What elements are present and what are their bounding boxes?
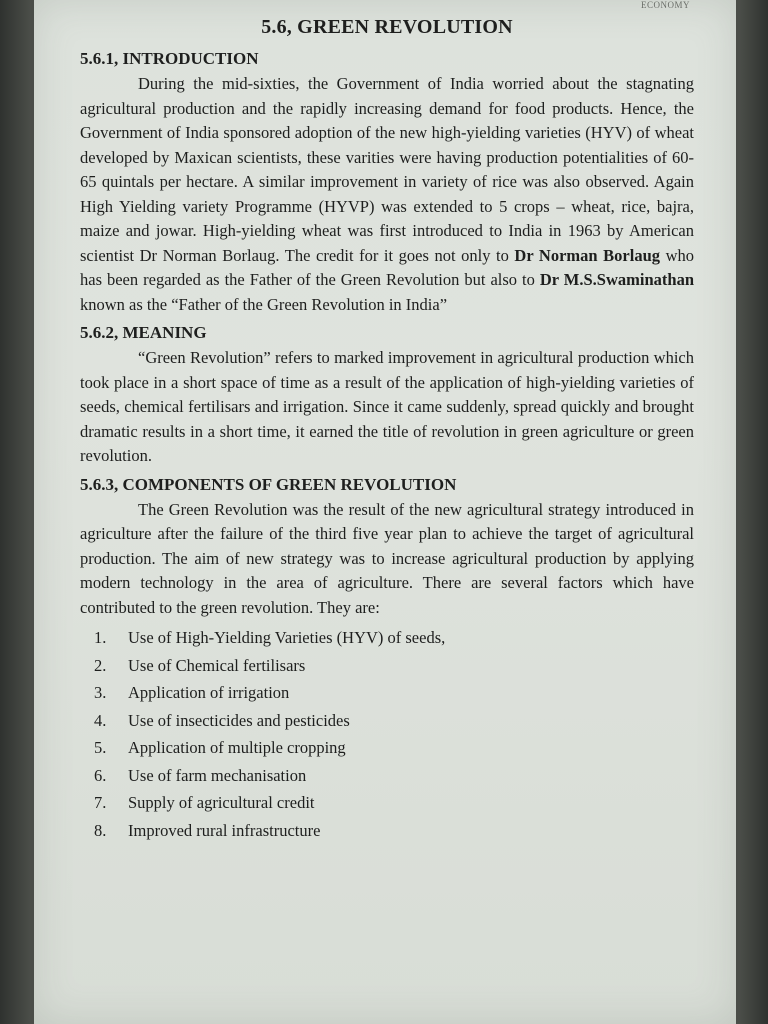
section-heading-meaning: 5.6.2, MEANING xyxy=(80,323,207,342)
list-item-text: Use of Chemical fertilisars xyxy=(128,655,306,675)
list-item xyxy=(94,707,694,735)
list-item-number: 2. xyxy=(94,655,107,675)
intro-text-3: known as the “Father of the Green Revolution in India” xyxy=(80,294,448,314)
list-item-number: 5. xyxy=(94,738,107,757)
components-paragraph: The Green Revolution was the result of the new agricultural strategy introduced in agriculture after the failure of the third five year plan to achieve the target of agricultural production. The aim of new strategy was to increase agricultural production by applying modern technology in the area of agriculture. There are several factors which have contributed to the green revolution. They are: xyxy=(80,499,694,617)
list-item-text: Use of farm mechanisation xyxy=(128,765,307,785)
list-item xyxy=(94,652,694,680)
list-item-number: 6. xyxy=(94,765,107,785)
list-item xyxy=(94,762,694,790)
list-item-text: Use of High-Yielding Varieties (HYV) of seeds, xyxy=(128,628,446,647)
running-head: ECONOMY xyxy=(640,0,690,10)
section-heading-components: 5.6.3, COMPONENTS OF GREEN REVOLUTION xyxy=(80,474,457,494)
list-item xyxy=(94,817,694,845)
section-heading-introduction: 5.6.1, INTRODUCTION xyxy=(80,49,259,68)
book-page xyxy=(34,0,736,1024)
list-item-text: Application of irrigation xyxy=(128,683,290,702)
intro-text-1: During the mid-sixties, the Government of India worried about the stagnating agricultural production and the rapidly increasing demand for food products. Hence, the Government of India sponsored adoption of the new high-yielding varieties (HYV) of wheat developed by Maxican scientists, these varities were having production potentialities of 60-65 quintals per hectare. A similar improvement in variety of rice was also observed. Again High Yielding variety Programme (HYVP) was extended to 5 crops – wheat, rice, bajra, maize and jowar. High-yielding wheat was first introduced to India in 1963 by American scientist Dr Norman Borlaug. The credit for it goes not only to xyxy=(80,74,694,265)
list-item-number: 8. xyxy=(94,820,107,840)
intro-bold-borlaug: Dr Norman Borlaug xyxy=(514,245,660,265)
list-item-text: Improved rural infrastructure xyxy=(128,820,321,840)
list-item-number: 1. xyxy=(94,628,107,647)
intro-bold-swaminathan: Dr M.S.Swaminathan xyxy=(539,270,694,289)
page-content xyxy=(80,16,694,844)
meaning-paragraph: “Green Revolution” refers to marked improvement in agricultural production which took place in a short space of time as a result of the application of high-yielding varieties of seeds, chemical fertilisars and irrigation. Since it came suddenly, spread quickly and brought dramatic results in a short time, it earned the title of revolution in green agriculture or green revolution. xyxy=(80,348,694,465)
list-item-text: Application of multiple cropping xyxy=(128,738,346,757)
list-item xyxy=(94,679,694,707)
list-item-number: 4. xyxy=(94,710,107,730)
list-item xyxy=(94,624,694,652)
list-item xyxy=(94,734,694,762)
components-list xyxy=(80,624,694,844)
list-item-text: Use of insecticides and pesticides xyxy=(128,710,350,730)
introduction-paragraph xyxy=(80,72,694,317)
list-item-text: Supply of agricultural credit xyxy=(128,793,315,812)
list-item-number: 7. xyxy=(94,793,107,812)
intro-text-2: who has been regarded as the Father of the Green Revolution but also to xyxy=(80,245,694,289)
list-item xyxy=(94,789,694,817)
page-title: 5.6, GREEN REVOLUTION xyxy=(261,16,513,38)
list-item-number: 3. xyxy=(94,683,107,702)
